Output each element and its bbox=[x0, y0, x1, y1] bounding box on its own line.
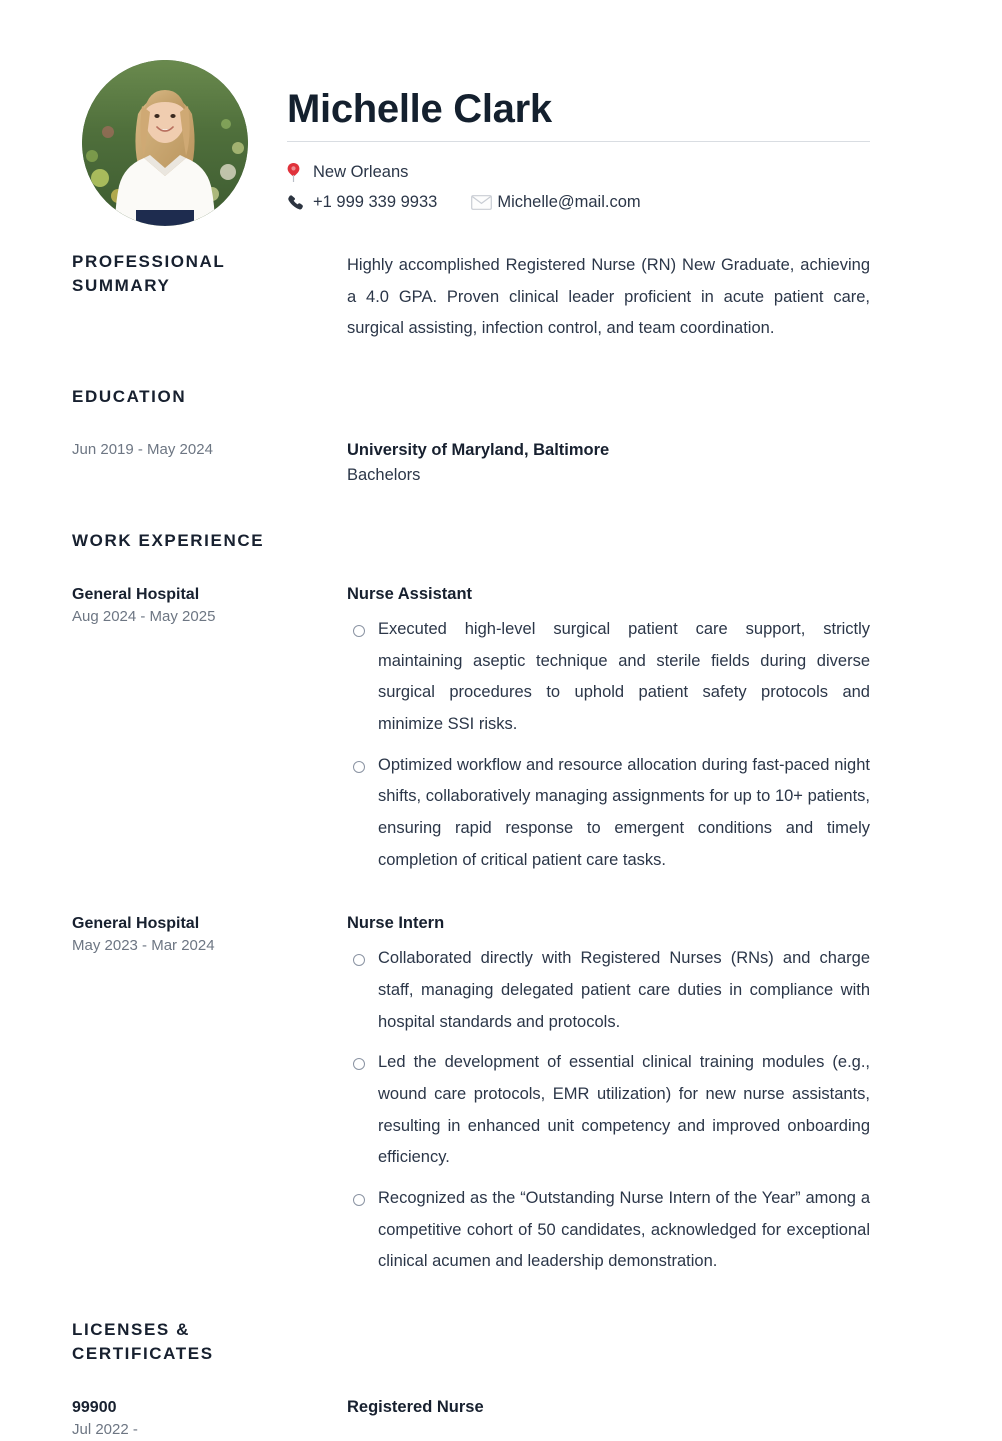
contact-location[interactable] bbox=[287, 163, 408, 182]
section-heading-summary-line2: SUMMARY bbox=[72, 276, 171, 296]
education-degree: Bachelors bbox=[347, 466, 421, 485]
education-entry-detail bbox=[347, 439, 870, 488]
work-entry bbox=[0, 583, 1002, 876]
work-bullet-list bbox=[347, 614, 870, 876]
work-entry bbox=[0, 912, 1002, 1278]
license-number: 99900 bbox=[72, 1399, 117, 1417]
education-date: Jun 2019 - May 2024 bbox=[72, 441, 213, 459]
spacer-after-education bbox=[0, 489, 1002, 529]
license-entry-detail bbox=[347, 1396, 870, 1441]
avatar bbox=[82, 60, 248, 226]
section-professional-summary bbox=[0, 250, 1002, 345]
section-heading-summary-line1: PROFESSIONAL bbox=[72, 252, 226, 271]
work-org: General Hospital bbox=[72, 585, 200, 603]
work-title-col bbox=[72, 529, 347, 553]
contact-email[interactable] bbox=[471, 193, 640, 212]
phone-icon bbox=[287, 194, 313, 211]
work-title: Nurse Intern bbox=[347, 914, 445, 933]
education-title-col bbox=[72, 385, 347, 409]
section-heading-work: WORK EXPERIENCE bbox=[72, 530, 265, 550]
work-entry-meta bbox=[72, 583, 347, 876]
section-heading-licenses: LICENSES & CERTIFICATES bbox=[72, 1320, 214, 1364]
list-item: Optimized workflow and resource allocation during fast-paced night shifts, collaboratively managing assignments for up to 10+ patients, ensuring rapid response to emergent conditions and timely completion of critical patient care tasks. bbox=[347, 750, 870, 877]
license-entry bbox=[0, 1396, 1002, 1441]
list-item: Executed high-level surgical patient care support, strictly maintaining aseptic technique and sterile fields during diverse surgical procedures to uphold patient safety protocols and minimize SSI risks. bbox=[347, 614, 870, 741]
spacer-work bbox=[0, 553, 1002, 583]
contact-row-location bbox=[287, 163, 870, 182]
spacer-education bbox=[0, 409, 1002, 439]
work-entry-detail bbox=[347, 912, 870, 1278]
licenses-title-col bbox=[72, 1318, 347, 1366]
license-entry-meta bbox=[72, 1396, 347, 1441]
page-title: Michelle Clark bbox=[287, 87, 552, 131]
envelope-icon bbox=[471, 195, 497, 210]
education-school: University of Maryland, Baltimore bbox=[347, 441, 610, 460]
work-title: Nurse Assistant bbox=[347, 584, 473, 603]
spacer-after-work bbox=[0, 1278, 1002, 1318]
resume-header bbox=[0, 0, 1002, 250]
list-item: Collaborated directly with Registered Nurses (RNs) and charge staff, managing delegated patient care duties in compliance with hospital standards and protocols. bbox=[347, 943, 870, 1038]
education-entry bbox=[0, 439, 1002, 488]
work-entry-meta bbox=[72, 912, 347, 1278]
section-education-heading bbox=[0, 385, 1002, 409]
license-name: Registered Nurse bbox=[347, 1398, 484, 1417]
work-date: Aug 2024 - May 2025 bbox=[72, 607, 216, 625]
contact-email-text: Michelle@mail.com bbox=[497, 193, 641, 212]
contact-phone[interactable] bbox=[287, 193, 437, 212]
contact-location-text: New Orleans bbox=[313, 163, 409, 182]
header-divider bbox=[287, 141, 870, 142]
spacer-between-work-entries bbox=[0, 876, 1002, 912]
section-work-heading bbox=[0, 529, 1002, 553]
section-licenses-heading bbox=[0, 1318, 1002, 1366]
section-heading-summary bbox=[72, 250, 331, 298]
section-heading-education: EDUCATION bbox=[72, 387, 187, 407]
portrait-photo-icon bbox=[82, 60, 248, 226]
spacer-after-summary bbox=[0, 345, 1002, 385]
avatar-container bbox=[72, 60, 258, 226]
work-date: May 2023 - Mar 2024 bbox=[72, 937, 215, 955]
contact-row-phone-email bbox=[287, 193, 870, 212]
list-item: Recognized as the “Outstanding Nurse Intern of the Year” among a competitive cohort of 50 candidates, acknowledged for exceptional clinical acumen and leadership demonstration. bbox=[347, 1183, 870, 1278]
work-entry-detail bbox=[347, 583, 870, 876]
spacer-licenses bbox=[0, 1366, 1002, 1396]
summary-title-col bbox=[72, 250, 347, 345]
summary-text: Highly accomplished Registered Nurse (RN) New Graduate, achieving a 4.0 GPA. Proven clinical leader proficient in acute patient care, surgical assisting, infection control, and team coordination. bbox=[347, 256, 870, 338]
education-entry-meta bbox=[72, 439, 347, 488]
header-info bbox=[287, 60, 1002, 223]
summary-body-col bbox=[347, 250, 870, 345]
license-date: Jul 2022 - bbox=[72, 1421, 138, 1439]
location-pin-icon bbox=[287, 163, 313, 182]
contact-phone-text: +1 999 339 9933 bbox=[313, 193, 438, 212]
work-bullet-list bbox=[347, 943, 870, 1278]
list-item: Led the development of essential clinical training modules (e.g., wound care protocols, EMR utilization) for new nurse assistants, resulting in enhanced unit competency and improved onboarding efficiency. bbox=[347, 1047, 870, 1174]
work-org: General Hospital bbox=[72, 915, 200, 933]
